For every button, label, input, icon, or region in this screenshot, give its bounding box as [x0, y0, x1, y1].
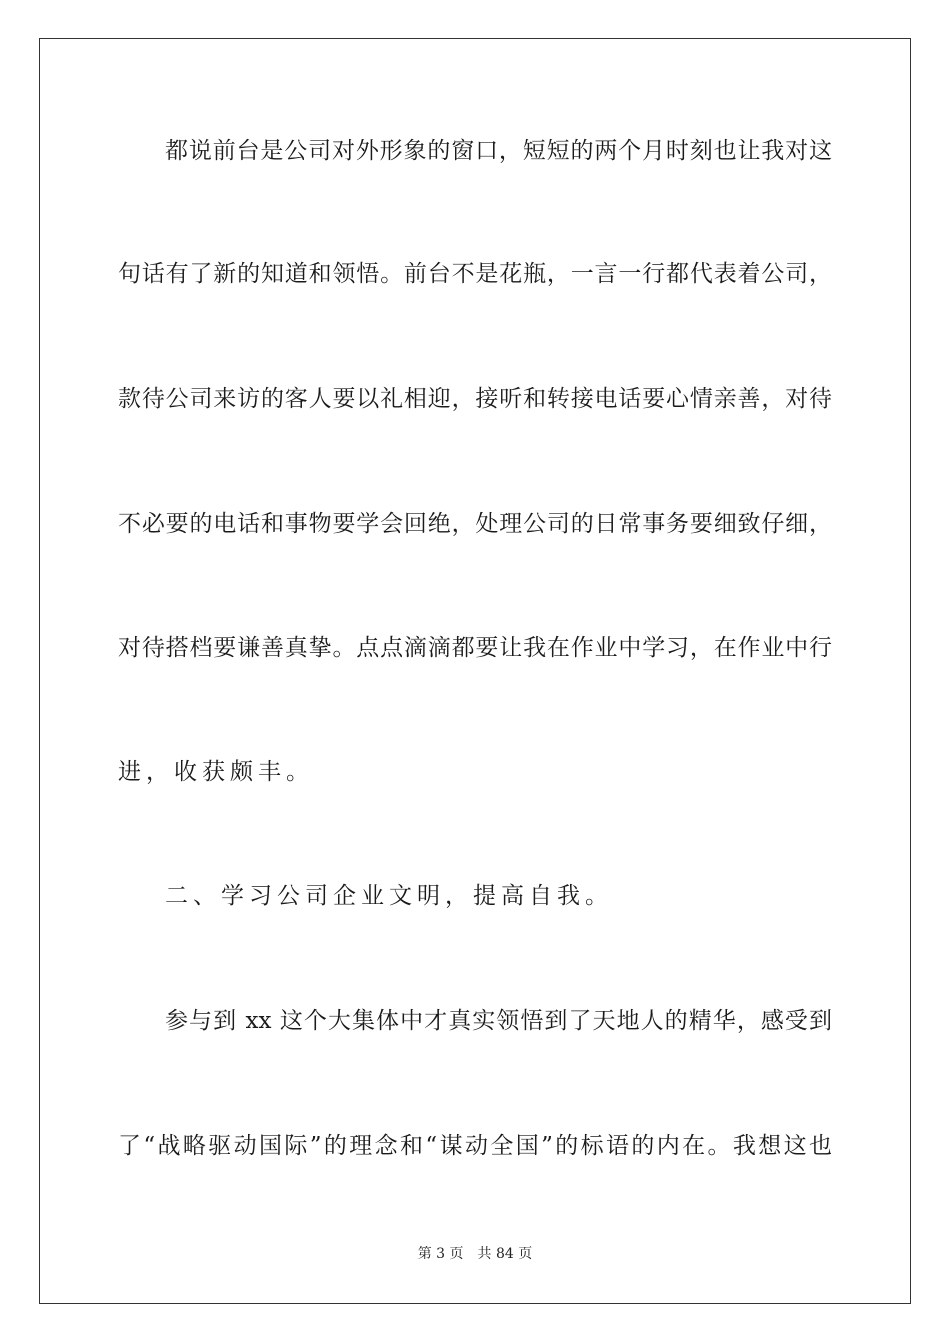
paragraph-line: 对待搭档要谦善真挚。点点滴滴都要让我在作业中学习，在作业中行	[118, 635, 832, 661]
paragraph-line: 不必要的电话和事物要学会回绝，处理公司的日常事务要细致仔细，	[118, 511, 832, 537]
paragraph-line: 都说前台是公司对外形象的窗口，短短的两个月时刻也让我对这	[165, 138, 832, 164]
paragraph-line: 进，收获颇丰。	[118, 759, 314, 785]
page-total: 共 84 页	[477, 1246, 533, 1262]
paragraph-line: 参与到 xx 这个大集体中才真实领悟到了天地人的精华，感受到	[165, 1008, 832, 1034]
paragraph-line: 款待公司来访的客人要以礼相迎，接听和转接电话要心情亲善，对待	[118, 386, 832, 412]
page-border	[39, 38, 911, 1304]
page-footer	[0, 1244, 950, 1264]
section-heading: 二、学习公司企业文明，提高自我。	[165, 883, 613, 909]
page-number: 第 3 页	[417, 1246, 464, 1262]
paragraph-line: 了“战略驱动国际”的理念和“谋动全国”的标语的内在。我想这也	[118, 1133, 832, 1159]
paragraph-line: 句话有了新的知道和领悟。前台不是花瓶，一言一行都代表着公司，	[118, 261, 832, 287]
